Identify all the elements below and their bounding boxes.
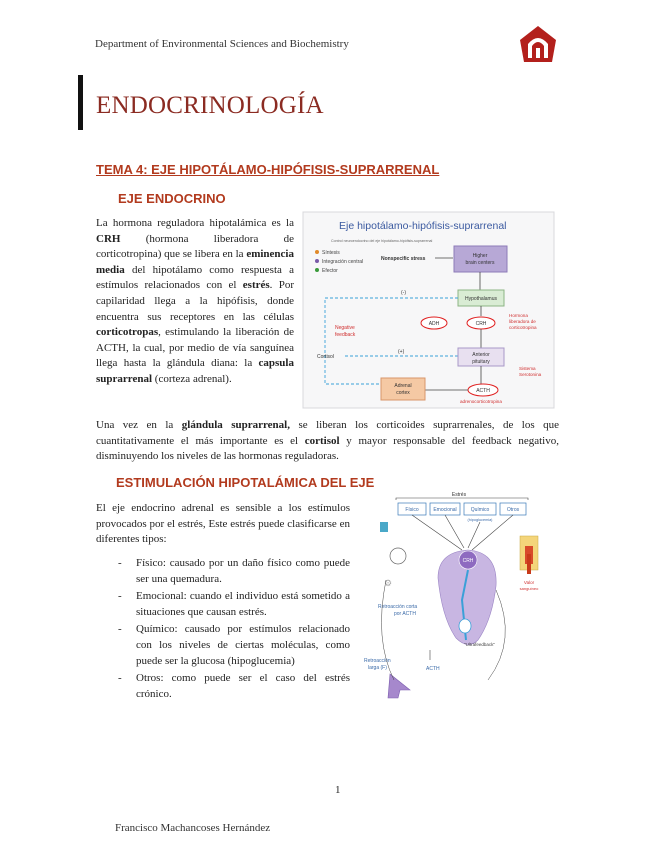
stimulation-sign: (+): [398, 349, 405, 355]
hpa-axis-diagram: [303, 212, 554, 408]
diagram-subtitle: Control neuroendocrino del eje hipotálamo-hipófisis-suprarrenal: [331, 239, 433, 243]
svg-text:liberadora de: liberadora de: [509, 319, 536, 324]
svg-text:Sistema: Sistema: [519, 366, 536, 371]
stress-types-list: [118, 556, 350, 704]
svg-text:sanguíneo: sanguíneo: [519, 586, 539, 591]
stressor-label: Emocional: [433, 507, 457, 513]
list-item: - Químico: causado por estímulos relacionado con los niveles de ciertas moléculas, como puede ser la glucosa (hipoglucemia): [118, 622, 350, 669]
stressor-label: Otros: [506, 507, 520, 513]
list-item: - Otros: como puede ser el caso del estrés crónico.: [118, 671, 350, 702]
stress-stimulation-diagram: [364, 490, 560, 700]
acth-label: ACTH: [476, 388, 490, 394]
acth-node-label: ACTH: [426, 666, 440, 672]
negative-feedback-label: Negative: [335, 325, 355, 331]
list-item: - Emocional: cuando el individuo está sometido a situaciones que causan estrés.: [118, 589, 350, 620]
svg-text:(hipoglucemia): (hipoglucemia): [467, 518, 493, 522]
svg-text:Adrenal: Adrenal: [394, 383, 412, 389]
svg-text:corticotropina: corticotropina: [509, 325, 537, 330]
section-heading-eje-endocrino: EJE ENDOCRINO: [118, 191, 226, 206]
inhibition-sign: (-): [401, 290, 406, 296]
list-item: - Físico: causado por un daño físico como puede ser una quemadura.: [118, 556, 350, 587]
title-accent-bar: [78, 75, 83, 130]
stressor-label: Físico: [405, 507, 419, 513]
department-header: Department of Environmental Sciences and Biochemistry: [95, 38, 349, 50]
crh-node-label: CRH: [462, 558, 474, 564]
svg-text:pituitary: pituitary: [472, 359, 490, 365]
higher-brain-centers-box: [454, 246, 507, 272]
svg-text:⚙: ⚙: [384, 578, 393, 588]
stimulus-label: Nonspecific stress: [381, 256, 426, 262]
page-number: 1: [335, 784, 341, 796]
adrenal-cortex-box: [381, 378, 425, 400]
svg-text:Anterior: Anterior: [472, 352, 490, 358]
svg-text:Hormona: Hormona: [509, 313, 528, 318]
paragraph-stress-intro: El eje endocrino adrenal es sensible a los estímulos provocados por el estrés, Este estrés puede clasificarse en diferentes tipos:: [96, 502, 350, 546]
svg-text:brain centers: brain centers: [465, 260, 495, 266]
page-title: ENDOCRINOLOGÍA: [96, 92, 324, 119]
stressor-label: Químico: [470, 507, 490, 513]
svg-text:adrenocorticotropina: adrenocorticotropina: [460, 399, 502, 404]
long-feedback-label: Retroacción: [364, 658, 391, 664]
diagram-title: Eje hipotálamo-hipófisis-suprarrenal: [339, 220, 507, 232]
short-feedback-label: Retroacción corta: [378, 604, 418, 610]
svg-text:Serotonina: Serotonina: [519, 372, 542, 377]
section-heading-estimulacion: ESTIMULACIÓN HIPOTALÁMICA DEL EJE: [116, 475, 375, 490]
svg-text:Hypothalamus: Hypothalamus: [465, 296, 497, 302]
university-crest-icon: [518, 24, 558, 64]
legend-item: Síntesis: [322, 250, 340, 256]
adh-label: ADH: [428, 321, 440, 327]
author-footer: Francisco Machancoses Hernández: [115, 822, 271, 834]
topic-heading: TEMA 4: EJE HIPOTÁLAMO-HIPÓFISIS-SUPRARRENAL: [96, 162, 440, 177]
cortisol-label: Cortisol: [317, 354, 334, 360]
svg-text:cortex: cortex: [396, 390, 410, 396]
blood-value-label: Valor: [523, 580, 535, 585]
svg-text:larga (F): larga (F): [368, 665, 387, 671]
paragraph-crh: La hormona reguladora hipotalámica es la CRH (hormona liberadora de corticotropina) que se libera en la eminencia media del hipotálamo como respuesta a estímulos relacionados con el estrés. Por capilaridad llega a la hipófisis, donde encuentra sus receptores en las células corticotropas, estimulando la liberación de ACTH, la cual, por medio de vía sanguínea llega hasta la glándula diana: la capsula suprarrenal (corteza adrenal).: [96, 217, 295, 385]
legend-item: Efector: [322, 268, 338, 274]
stress-group-label: Estrés: [451, 492, 467, 498]
paragraph-cortisol: Una vez en la glándula suprarrenal, se liberan los corticoides suprarrenales, de los que cuantitativamente el más importante es el cortisol y mayor responsable del feedback negativo, disminuyendo los niveles de las hormonas reguladoras.: [96, 419, 559, 463]
svg-text:feedback: feedback: [335, 332, 356, 338]
svg-text:Higher: Higher: [472, 253, 488, 259]
legend-item: Integración central: [322, 259, 364, 265]
ultrafeedback-label: "Ultrafeedback": [464, 642, 495, 647]
svg-text:por ACTH: por ACTH: [394, 611, 416, 617]
crh-label: CRH: [475, 321, 487, 327]
